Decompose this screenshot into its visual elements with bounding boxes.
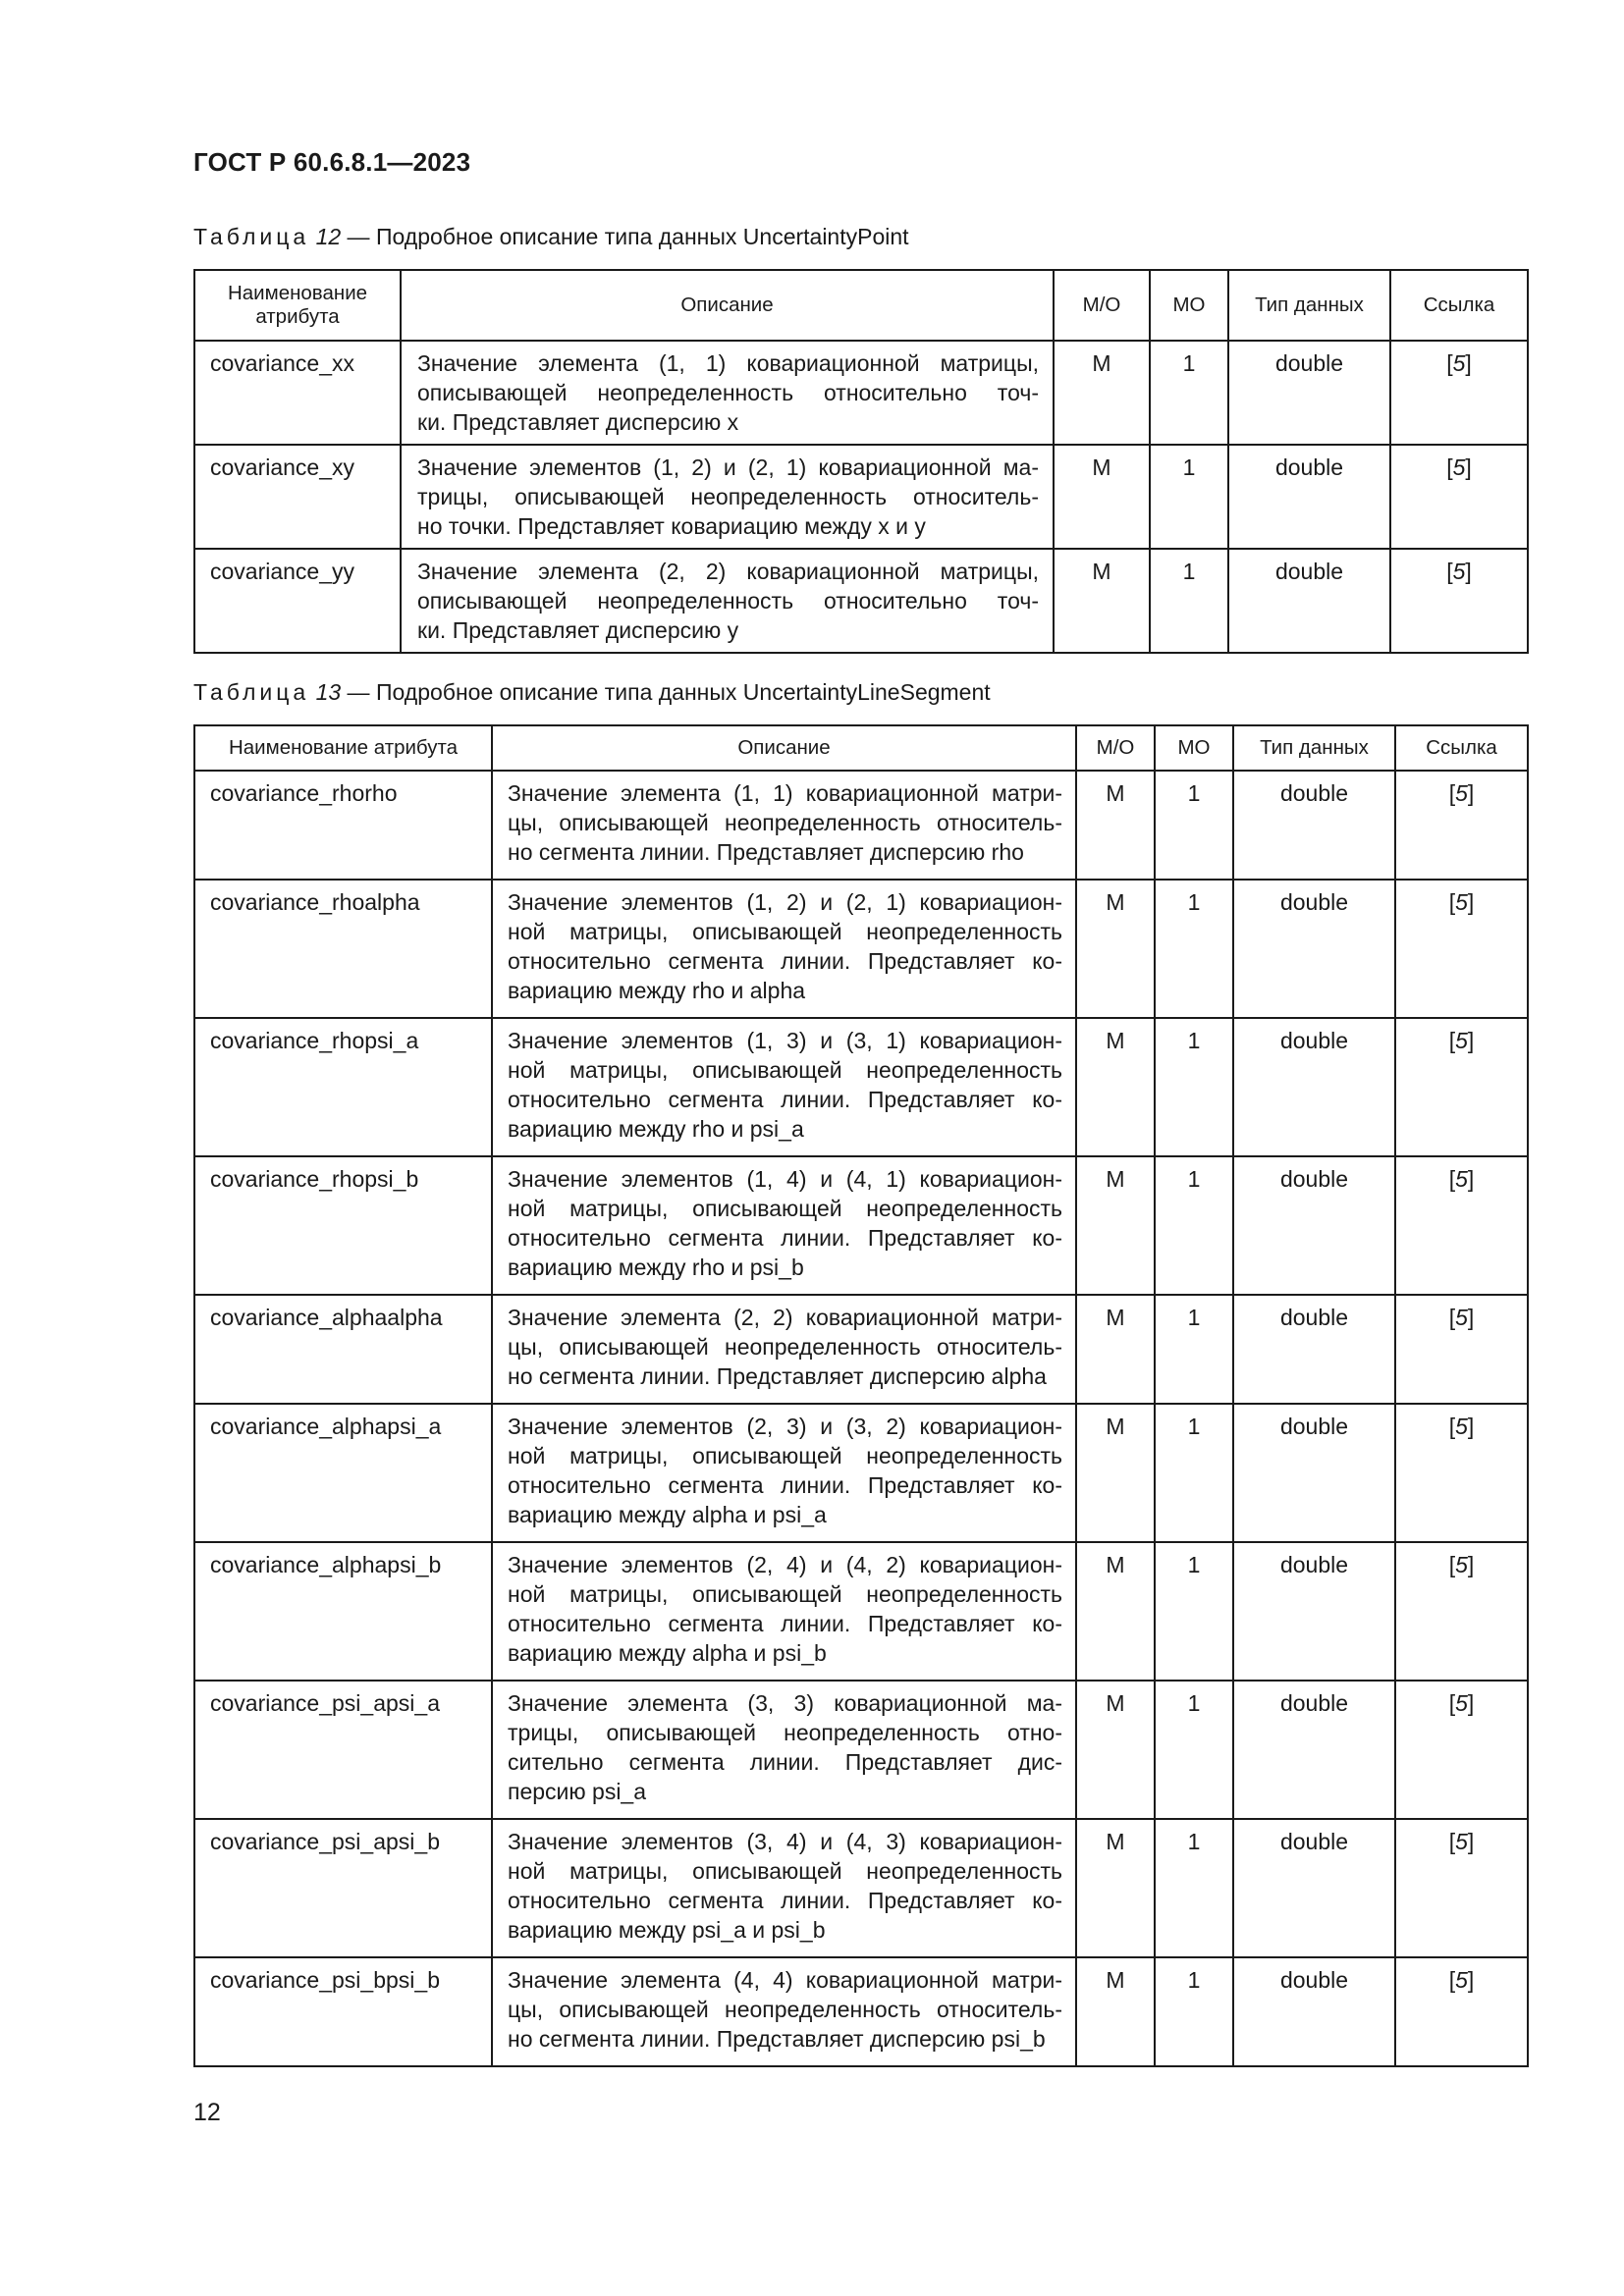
description-line: относительно сегмента линии. Представляет ко- <box>508 1087 1062 1112</box>
description-line: описывающей неопределенность относительно точ- <box>417 588 1039 614</box>
column-header-mo-flag: M/O <box>1054 270 1150 341</box>
data-type-cell: double <box>1233 771 1395 880</box>
mo-flag-cell: M <box>1076 1819 1155 1957</box>
mo-flag-cell: M <box>1076 1681 1155 1819</box>
description-cell <box>492 1156 1076 1295</box>
reference-cell <box>1395 1957 1528 2066</box>
attribute-name-cell: covariance_rhopsi_a <box>194 1018 492 1156</box>
attribute-name-cell: covariance_yy <box>194 549 401 653</box>
reference-number: 5 <box>1452 350 1466 376</box>
data-type-cell: double <box>1233 880 1395 1018</box>
mo-flag-cell: M <box>1076 1156 1155 1295</box>
caption-text: — Подробное описание типа данных UncertaintyLineSegment <box>341 679 991 705</box>
table-row <box>194 1957 1528 2066</box>
description-cell <box>492 1018 1076 1156</box>
reference-cell <box>1390 549 1528 653</box>
attribute-name-cell: covariance_psi_apsi_a <box>194 1681 492 1819</box>
multiplicity-cell: 1 <box>1155 1681 1233 1819</box>
attribute-name-cell: covariance_xy <box>194 445 401 549</box>
table-row <box>194 771 1528 880</box>
description-line: относительно сегмента линии. Представляет ко- <box>508 1225 1062 1251</box>
reference-bracket: [ <box>1448 1028 1456 1053</box>
reference-cell <box>1395 1018 1528 1156</box>
data-type-cell: double <box>1233 1957 1395 2066</box>
description-cell <box>492 1681 1076 1819</box>
reference-bracket: [ <box>1446 350 1453 376</box>
data-type-cell: double <box>1228 445 1390 549</box>
data-type-cell: double <box>1233 1156 1395 1295</box>
caption-number: 12 <box>315 224 342 249</box>
attribute-name-cell: covariance_alphapsi_a <box>194 1404 492 1542</box>
description-line: Значение элементов (1, 3) и (3, 1) ковариацион- <box>508 1028 1062 1053</box>
description-line: ной матрицы, описывающей неопределенность <box>508 1581 1062 1607</box>
attribute-name-cell: covariance_rhoalpha <box>194 880 492 1018</box>
multiplicity-cell: 1 <box>1155 1018 1233 1156</box>
description-line: описывающей неопределенность относительно точ- <box>417 380 1039 405</box>
reference-number: 5 <box>1455 1028 1468 1053</box>
multiplicity-cell: 1 <box>1150 341 1228 445</box>
reference-bracket: [ <box>1448 1552 1456 1577</box>
mo-flag-cell: M <box>1076 1957 1155 2066</box>
table-header-row <box>194 270 1528 341</box>
description-line: вариацию между rho и psi_a <box>508 1116 804 1142</box>
table-row <box>194 1819 1528 1957</box>
reference-bracket: [ <box>1448 889 1456 915</box>
data-type-cell: double <box>1228 549 1390 653</box>
reference-number: 5 <box>1455 1690 1468 1716</box>
reference-cell <box>1395 1404 1528 1542</box>
description-line: цы, описывающей неопределенность относитель- <box>508 1997 1062 2022</box>
reference-bracket: ] <box>1467 1305 1475 1330</box>
column-header-mo-flag: M/O <box>1076 725 1155 771</box>
description-line: трицы, описывающей неопределенность отно- <box>508 1720 1062 1745</box>
reference-bracket: [ <box>1448 1829 1456 1854</box>
attribute-name-cell: covariance_psi_apsi_b <box>194 1819 492 1957</box>
description-line: вариацию между psi_a и psi_b <box>508 1917 826 1943</box>
description-line: ки. Представляет дисперсию y <box>417 617 739 643</box>
multiplicity-cell: 1 <box>1155 1404 1233 1542</box>
description-line: Значение элементов (1, 4) и (4, 1) ковариацион- <box>508 1166 1062 1192</box>
description-line: относительно сегмента линии. Представляет ко- <box>508 948 1062 974</box>
caption-text: — Подробное описание типа данных UncertaintyPoint <box>341 224 909 249</box>
description-line: Значение элемента (1, 1) ковариационной матрицы, <box>417 350 1039 376</box>
reference-bracket: [ <box>1448 1967 1456 1993</box>
description-line: вариацию между rho и alpha <box>508 978 806 1003</box>
reference-bracket: ] <box>1467 1967 1475 1993</box>
multiplicity-cell: 1 <box>1155 1542 1233 1681</box>
table-13-caption <box>193 679 991 706</box>
column-header-name: Наименование атрибута <box>194 270 401 341</box>
reference-number: 5 <box>1452 454 1466 480</box>
multiplicity-cell: 1 <box>1155 1957 1233 2066</box>
description-line: ной матрицы, описывающей неопределенность <box>508 1196 1062 1221</box>
description-line: Значение элементов (2, 4) и (4, 2) ковариацион- <box>508 1552 1062 1577</box>
reference-bracket: [ <box>1448 1690 1456 1716</box>
reference-bracket: [ <box>1448 1414 1456 1439</box>
reference-bracket: ] <box>1465 350 1472 376</box>
table-row <box>194 880 1528 1018</box>
column-header-multiplicity: MO <box>1150 270 1228 341</box>
reference-bracket: ] <box>1465 559 1472 584</box>
description-line: Значение элемента (2, 2) ковариационной матри- <box>508 1305 1062 1330</box>
description-cell <box>492 1819 1076 1957</box>
description-line: Значение элемента (3, 3) ковариационной ма- <box>508 1690 1062 1716</box>
reference-number: 5 <box>1455 1414 1468 1439</box>
description-cell <box>401 549 1054 653</box>
reference-bracket: ] <box>1467 889 1475 915</box>
data-type-cell: double <box>1233 1295 1395 1404</box>
description-line: цы, описывающей неопределенность относитель- <box>508 1334 1062 1360</box>
reference-cell <box>1395 1819 1528 1957</box>
reference-number: 5 <box>1455 1166 1468 1192</box>
description-line: Значение элементов (2, 3) и (3, 2) ковариацион- <box>508 1414 1062 1439</box>
description-line: вариацию между rho и psi_b <box>508 1255 804 1280</box>
multiplicity-cell: 1 <box>1155 1819 1233 1957</box>
description-line: цы, описывающей неопределенность относитель- <box>508 810 1062 835</box>
data-type-cell: double <box>1233 1404 1395 1542</box>
reference-cell <box>1395 880 1528 1018</box>
description-line: ки. Представляет дисперсию x <box>417 409 739 435</box>
reference-number: 5 <box>1455 1967 1468 1993</box>
column-header-description: Описание <box>492 725 1076 771</box>
data-type-cell: double <box>1233 1819 1395 1957</box>
reference-bracket: ] <box>1467 1414 1475 1439</box>
reference-number: 5 <box>1455 1829 1468 1854</box>
reference-bracket: [ <box>1448 1166 1456 1192</box>
mo-flag-cell: M <box>1076 880 1155 1018</box>
mo-flag-cell: M <box>1076 771 1155 880</box>
description-line: относительно сегмента линии. Представляет ко- <box>508 1472 1062 1498</box>
reference-bracket: ] <box>1467 780 1475 806</box>
description-cell <box>492 1295 1076 1404</box>
attribute-name-cell: covariance_alphaalpha <box>194 1295 492 1404</box>
description-line: Значение элемента (2, 2) ковариационной матрицы, <box>417 559 1039 584</box>
column-header-data-type: Тип данных <box>1228 270 1390 341</box>
description-line: сительно сегмента линии. Представляет дис- <box>508 1749 1062 1775</box>
reference-bracket: ] <box>1467 1552 1475 1577</box>
mo-flag-cell: M <box>1076 1295 1155 1404</box>
description-cell <box>492 880 1076 1018</box>
reference-cell <box>1390 445 1528 549</box>
reference-bracket: [ <box>1446 454 1453 480</box>
reference-bracket: ] <box>1467 1690 1475 1716</box>
page-number: 12 <box>193 2099 221 2126</box>
data-type-cell: double <box>1233 1681 1395 1819</box>
description-cell <box>492 1542 1076 1681</box>
table-12 <box>193 269 1529 654</box>
mo-flag-cell: M <box>1054 341 1150 445</box>
column-header-multiplicity: MO <box>1155 725 1233 771</box>
reference-cell <box>1395 1681 1528 1819</box>
reference-cell <box>1395 771 1528 880</box>
column-header-description: Описание <box>401 270 1054 341</box>
attribute-name-cell: covariance_xx <box>194 341 401 445</box>
multiplicity-cell: 1 <box>1155 1156 1233 1295</box>
description-line: трицы, описывающей неопределенность относитель- <box>417 484 1039 509</box>
multiplicity-cell: 1 <box>1155 880 1233 1018</box>
mo-flag-cell: M <box>1054 549 1150 653</box>
reference-bracket: [ <box>1446 559 1453 584</box>
description-line: Значение элемента (1, 1) ковариационной матри- <box>508 780 1062 806</box>
reference-number: 5 <box>1455 780 1468 806</box>
data-type-cell: double <box>1233 1018 1395 1156</box>
reference-number: 5 <box>1455 1552 1468 1577</box>
description-line: Значение элементов (1, 2) и (2, 1) ковариацион- <box>508 889 1062 915</box>
description-line: но сегмента линии. Представляет дисперсию rho <box>508 839 1024 865</box>
table-row <box>194 341 1528 445</box>
column-header-name: Наименование атрибута <box>194 725 492 771</box>
data-type-cell: double <box>1228 341 1390 445</box>
description-cell <box>492 771 1076 880</box>
attribute-name-cell: covariance_rhorho <box>194 771 492 880</box>
description-line: но сегмента линии. Представляет дисперсию psi_b <box>508 2026 1046 2052</box>
reference-cell <box>1395 1542 1528 1681</box>
reference-cell <box>1395 1295 1528 1404</box>
table-row <box>194 1295 1528 1404</box>
reference-cell <box>1395 1156 1528 1295</box>
caption-number: 13 <box>315 679 342 705</box>
attribute-name-cell: covariance_alphapsi_b <box>194 1542 492 1681</box>
description-line: вариацию между alpha и psi_b <box>508 1640 827 1666</box>
reference-number: 5 <box>1455 1305 1468 1330</box>
multiplicity-cell: 1 <box>1150 549 1228 653</box>
reference-cell <box>1390 341 1528 445</box>
data-type-cell: double <box>1233 1542 1395 1681</box>
reference-bracket: [ <box>1448 1305 1456 1330</box>
table-header-row <box>194 725 1528 771</box>
description-line: Значение элементов (1, 2) и (2, 1) ковариационной ма- <box>417 454 1039 480</box>
table-row <box>194 549 1528 653</box>
table-row <box>194 1542 1528 1681</box>
reference-number: 5 <box>1452 559 1466 584</box>
reference-bracket: [ <box>1448 780 1456 806</box>
description-line: ной матрицы, описывающей неопределенность <box>508 1858 1062 1884</box>
multiplicity-cell: 1 <box>1150 445 1228 549</box>
mo-flag-cell: M <box>1076 1018 1155 1156</box>
description-line: Значение элементов (3, 4) и (4, 3) ковариацион- <box>508 1829 1062 1854</box>
description-line: ной матрицы, описывающей неопределенность <box>508 1443 1062 1468</box>
reference-number: 5 <box>1455 889 1468 915</box>
multiplicity-cell: 1 <box>1155 771 1233 880</box>
description-cell <box>401 341 1054 445</box>
description-line: персию psi_a <box>508 1779 647 1804</box>
caption-word: Таблица <box>193 224 310 249</box>
table-row <box>194 445 1528 549</box>
column-header-reference: Ссылка <box>1390 270 1528 341</box>
reference-bracket: ] <box>1467 1166 1475 1192</box>
attribute-name-cell: covariance_rhopsi_b <box>194 1156 492 1295</box>
description-line: ной матрицы, описывающей неопределенность <box>508 919 1062 944</box>
description-line: относительно сегмента линии. Представляет ко- <box>508 1611 1062 1636</box>
description-line: вариацию между alpha и psi_a <box>508 1502 827 1527</box>
description-line: Значение элемента (4, 4) ковариационной матри- <box>508 1967 1062 1993</box>
table-row <box>194 1018 1528 1156</box>
multiplicity-cell: 1 <box>1155 1295 1233 1404</box>
table-row <box>194 1404 1528 1542</box>
description-line: ной матрицы, описывающей неопределенность <box>508 1057 1062 1083</box>
table-13 <box>193 724 1529 2067</box>
table-row <box>194 1156 1528 1295</box>
mo-flag-cell: M <box>1076 1542 1155 1681</box>
reference-bracket: ] <box>1467 1028 1475 1053</box>
table-12-caption <box>193 224 909 250</box>
description-line: но точки. Представляет ковариацию между x и y <box>417 513 926 539</box>
column-header-reference: Ссылка <box>1395 725 1528 771</box>
reference-bracket: ] <box>1467 1829 1475 1854</box>
attribute-name-cell: covariance_psi_bpsi_b <box>194 1957 492 2066</box>
description-line: но сегмента линии. Представляет дисперсию alpha <box>508 1363 1047 1389</box>
caption-word: Таблица <box>193 679 310 705</box>
column-header-data-type: Тип данных <box>1233 725 1395 771</box>
document-header: ГОСТ Р 60.6.8.1—2023 <box>193 147 471 177</box>
table-row <box>194 1681 1528 1819</box>
description-cell <box>401 445 1054 549</box>
mo-flag-cell: M <box>1054 445 1150 549</box>
description-cell <box>492 1404 1076 1542</box>
description-cell <box>492 1957 1076 2066</box>
reference-bracket: ] <box>1465 454 1472 480</box>
description-line: относительно сегмента линии. Представляет ко- <box>508 1888 1062 1913</box>
mo-flag-cell: M <box>1076 1404 1155 1542</box>
